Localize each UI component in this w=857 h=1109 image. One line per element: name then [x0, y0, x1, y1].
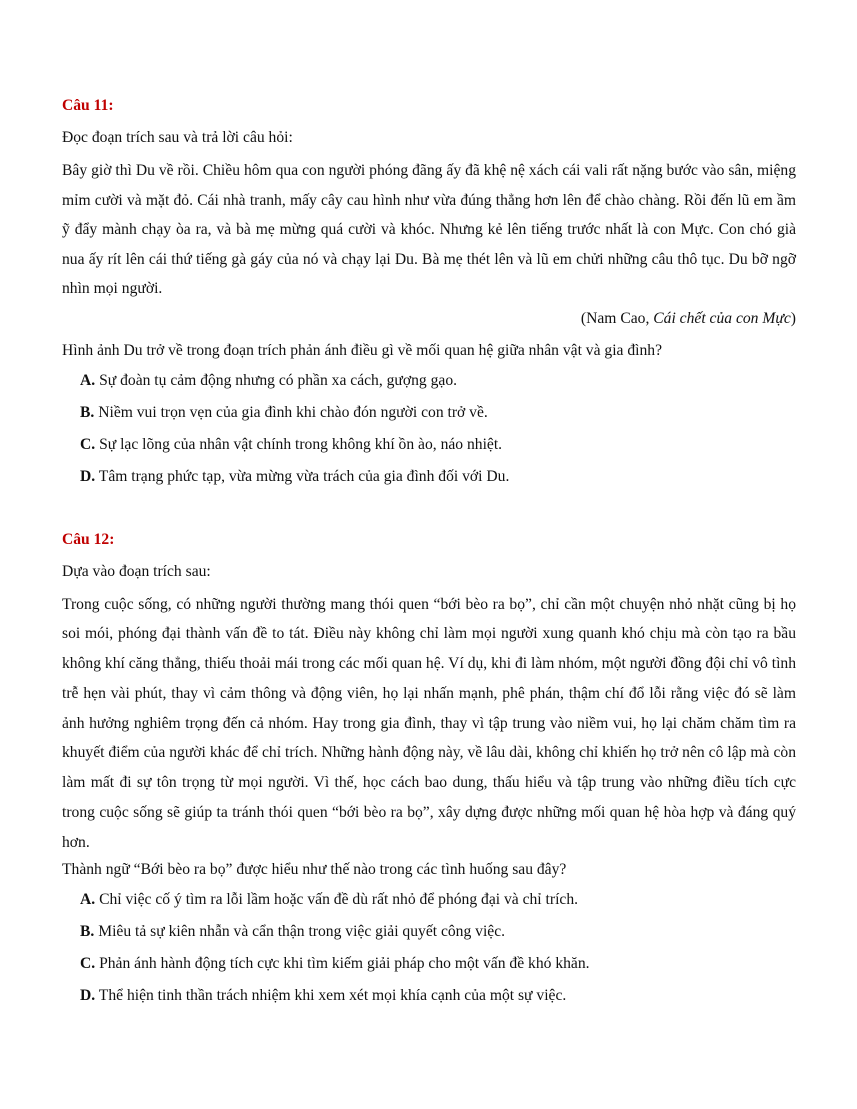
- question-title: Câu 11:: [62, 97, 114, 114]
- option-letter: D.: [80, 986, 96, 1004]
- option-text: Miêu tả sự kiên nhẫn và cẩn thận trong việc giải quyết công việc.: [98, 922, 506, 940]
- passage: Bây giờ thì Du về rồi. Chiều hôm qua con người phóng đãng ấy đã khệ nệ xách cái vali rất nặng bước vào sân, miệng mỉm cười và mặt đỏ. Cái nhà tranh, mấy cây cau hình như vừa đúng thẳng hơn lên để chào chàng. Rồi đến lũ em ầm ỹ đẩy mành chạy òa ra, và bà mẹ mừng quá cười và khóc. Nhưng kẻ lên tiếng trước nhất là con Mực. Con chó già nua ấy rít lên cái thứ tiếng gà gáy của nó và chạy lại Du. Bà mẹ thét lên và lũ em chửi những câu thô tục. Du bỡ ngỡ nhìn mọi người.: [62, 162, 796, 297]
- option-letter: D.: [80, 467, 96, 485]
- option-text: Sự đoàn tụ cảm động nhưng có phần xa cách, gượng gạo.: [99, 371, 458, 389]
- option-a[interactable]: [80, 888, 796, 912]
- question-11: [62, 96, 796, 489]
- option-d[interactable]: [80, 984, 796, 1008]
- option-b[interactable]: [80, 401, 796, 425]
- document-page: [62, 96, 796, 1016]
- option-letter: C.: [80, 954, 96, 972]
- option-text: Phản ánh hành động tích cực khi tìm kiếm giải pháp cho một vấn đề khó khăn.: [99, 954, 590, 972]
- source-close: ): [790, 309, 796, 327]
- option-b[interactable]: [80, 920, 796, 944]
- option-text: Thể hiện tinh thần trách nhiệm khi xem xét mọi khía cạnh của một sự việc.: [98, 986, 567, 1004]
- option-text: Sự lạc lõng của nhân vật chính trong không khí ồn ào, náo nhiệt.: [99, 435, 503, 453]
- option-letter: B.: [80, 403, 95, 421]
- source-author: (Nam Cao,: [580, 309, 654, 327]
- option-c[interactable]: [80, 952, 796, 976]
- option-letter: C.: [80, 435, 96, 453]
- question-instruction: Dựa vào đoạn trích sau:: [62, 562, 211, 580]
- question-text: Hình ảnh Du trở về trong đoạn trích phản ánh điều gì về mối quan hệ giữa nhân vật và gia đình?: [62, 341, 663, 359]
- source-work-title: Cái chết của con Mực: [653, 309, 791, 327]
- option-letter: A.: [80, 890, 96, 908]
- question-instruction: Đọc đoạn trích sau và trả lời câu hỏi:: [62, 129, 293, 146]
- option-text: Tâm trạng phức tạp, vừa mừng vừa trách của gia đình đối với Du.: [98, 467, 510, 485]
- question-text: Thành ngữ “Bới bèo ra bọ” được hiểu như thế nào trong các tình huống sau đây?: [62, 860, 567, 878]
- option-c[interactable]: [80, 433, 796, 457]
- option-text: Niềm vui trọn vẹn của gia đình khi chào đón người con trở về.: [98, 403, 488, 421]
- option-text: Chỉ việc cố ý tìm ra lỗi lầm hoặc vấn đề dù rất nhỏ để phóng đại và chỉ trích.: [99, 890, 579, 908]
- option-letter: A.: [80, 371, 96, 389]
- option-letter: B.: [80, 922, 95, 940]
- spacer: [62, 497, 796, 530]
- question-12: [62, 530, 796, 1008]
- source-citation: [62, 307, 796, 331]
- option-a[interactable]: [80, 369, 796, 393]
- question-title: Câu 12:: [62, 530, 115, 548]
- option-d[interactable]: [80, 465, 796, 489]
- passage: Trong cuộc sống, có những người thường mang thói quen “bới bèo ra bọ”, chỉ cần một chuyện nhỏ nhặt cũng bị họ soi mói, phóng đại thành vấn đề to tát. Điều này không chỉ làm mọi người xung quanh khó chịu mà còn tạo ra bầu không khí căng thẳng, thiếu thoải mái trong các mối quan hệ. Ví dụ, khi đi làm nhóm, một người đồng đội chỉ vô tình trễ hẹn vài phút, thay vì cảm thông và động viên, họ lại nhấn mạnh, phê phán, thậm chí đổ lỗi rằng việc đó sẽ làm ảnh hưởng nghiêm trọng đến cả nhóm. Hay trong gia đình, thay vì tập trung vào niềm vui, họ lại chăm chăm tìm ra khuyết điểm của người khác để chỉ trích. Những hành động này, về lâu dài, không chỉ khiến họ trở nên cô lập mà còn làm mất đi sự tôn trọng từ mọi người. Vì thế, học cách bao dung, thấu hiểu và tập trung vào những điều tích cực trong cuộc sống sẽ giúp ta tránh thói quen “bới bèo ra bọ”, xây dựng được những mối quan hệ hòa hợp và đáng quý hơn.: [62, 595, 796, 851]
